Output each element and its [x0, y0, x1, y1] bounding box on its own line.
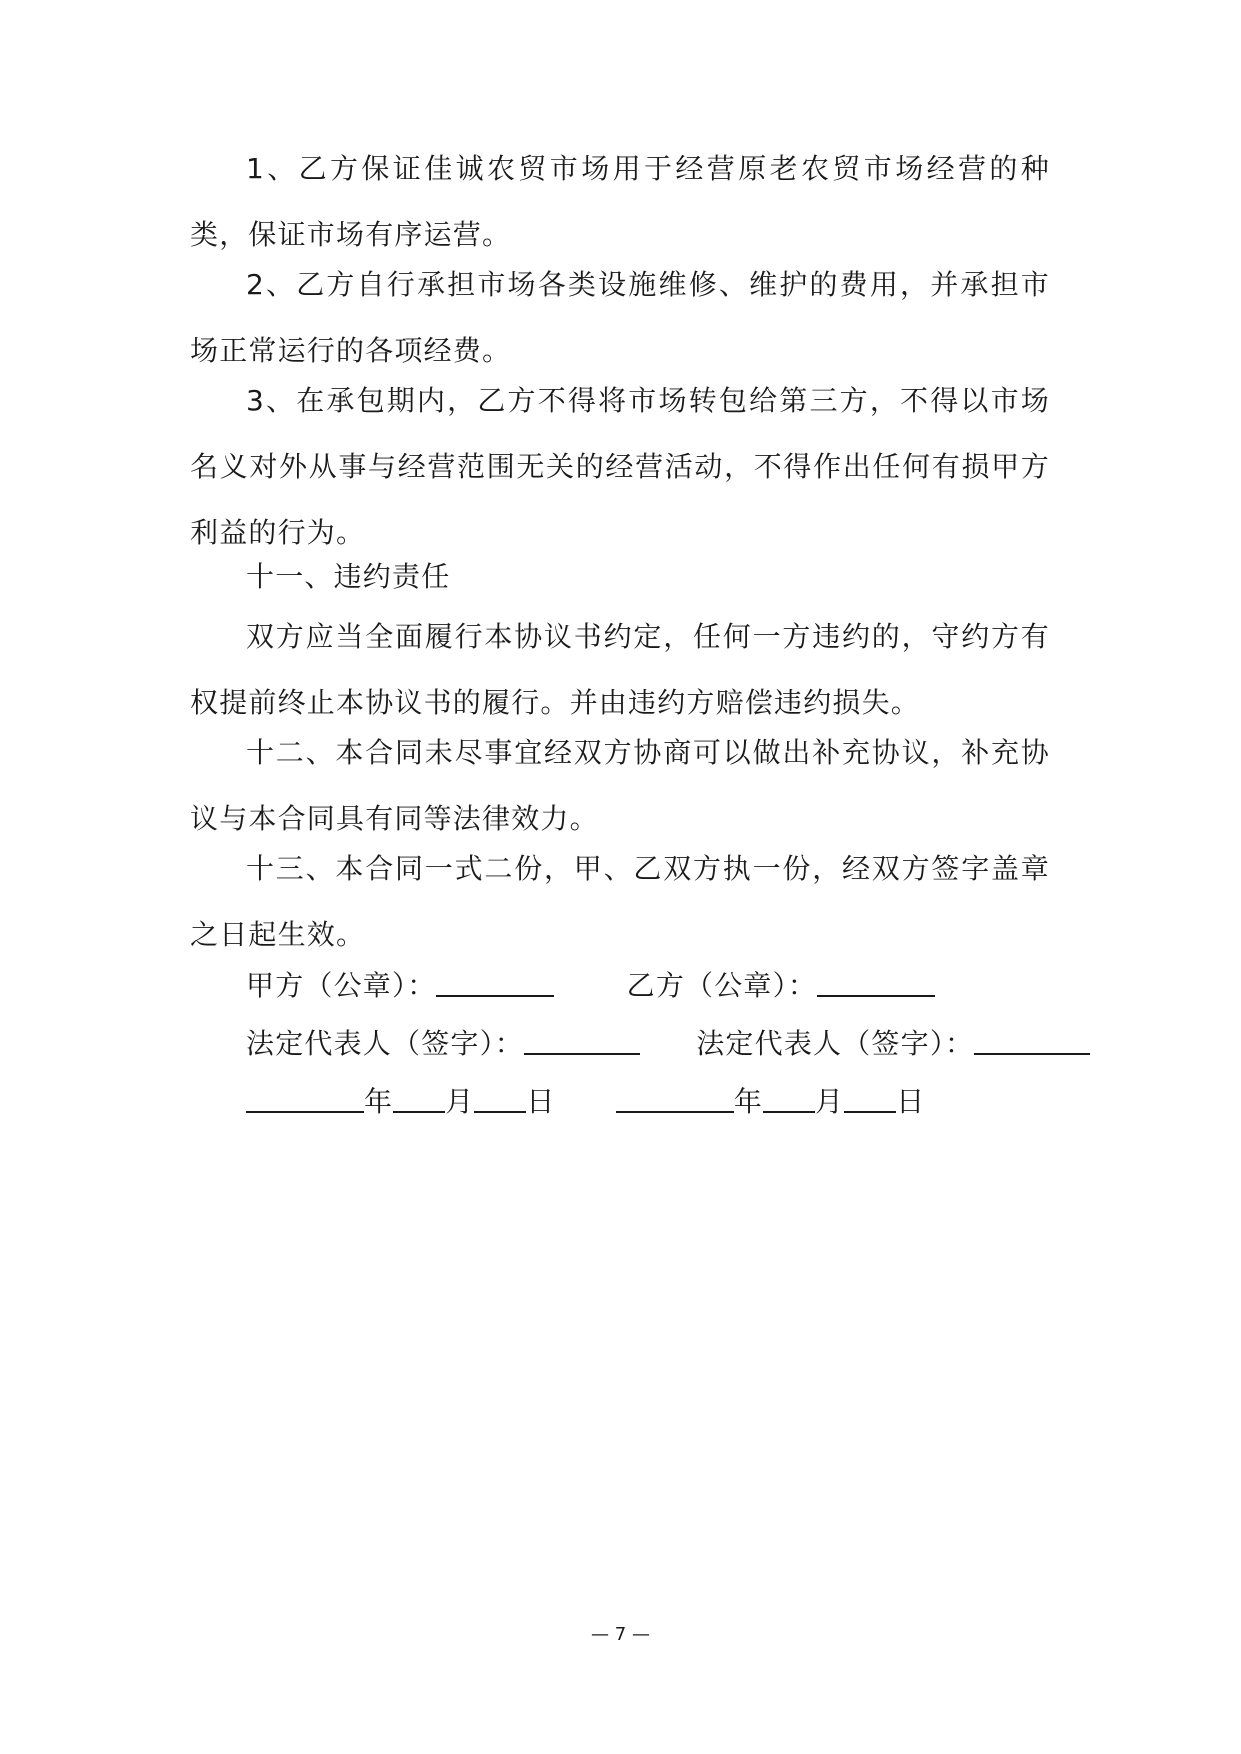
- section-heading: 十一、违约责任: [246, 560, 451, 593]
- month-label: 月: [445, 1085, 475, 1118]
- party-a-rep-label: 法定代表人（签字）：: [246, 1027, 525, 1060]
- party-a-rep-blank: [524, 1025, 640, 1055]
- day-label: 日: [526, 1085, 556, 1118]
- clause-paragraph: 十三、本合同一式二份，甲、乙双方执一份，经双方签字盖章之日起生效。: [190, 852, 1050, 951]
- party-a-day-blank: [474, 1083, 526, 1113]
- clause-paragraph: 双方应当全面履行本协议书约定，任何一方违约的，守约方有权提前终止本协议书的履行。并由违约方赔偿违约损失。: [190, 620, 1050, 719]
- party-b-year-blank: [616, 1083, 734, 1113]
- month-label: 月: [815, 1085, 845, 1118]
- year-label: 年: [733, 1085, 764, 1118]
- clause-paragraph: 2、乙方自行承担市场各类设施维修、维护的费用，并承担市场正常运行的各项经费。: [190, 268, 1050, 367]
- clause-paragraph: 十二、本合同未尽事宜经双方协商可以做出补充协议，补充协议与本合同具有同等法律效力。: [190, 736, 1050, 835]
- party-b-seal-label: 乙方（公章）：: [626, 969, 818, 1002]
- page-number: — 7 —: [591, 1624, 650, 1645]
- seal-row: [246, 966, 935, 1006]
- party-b-month-blank: [763, 1083, 815, 1113]
- party-b-rep-blank: [974, 1025, 1090, 1055]
- party-a-month-blank: [393, 1083, 445, 1113]
- year-label: 年: [364, 1085, 394, 1118]
- party-b-rep-label: 法定代表人（签字）：: [696, 1027, 975, 1060]
- party-b-day-blank: [844, 1083, 896, 1113]
- clause-paragraph: 1、乙方保证佳诚农贸市场用于经营原老农贸市场经营的种类，保证市场有序运营。: [190, 152, 1050, 251]
- party-b-seal-blank: [817, 967, 935, 997]
- date-row: [246, 1082, 925, 1122]
- party-a-year-blank: [246, 1083, 364, 1113]
- day-label: 日: [896, 1085, 926, 1118]
- representative-row: [246, 1024, 1090, 1064]
- party-a-seal-label: 甲方（公章）：: [246, 969, 437, 1002]
- party-a-seal-blank: [436, 967, 554, 997]
- clause-paragraph: 3、在承包期内，乙方不得将市场转包给第三方，不得以市场名义对外从事与经营范围无关的经营活动，不得作出任何有损甲方利益的行为。: [190, 384, 1050, 549]
